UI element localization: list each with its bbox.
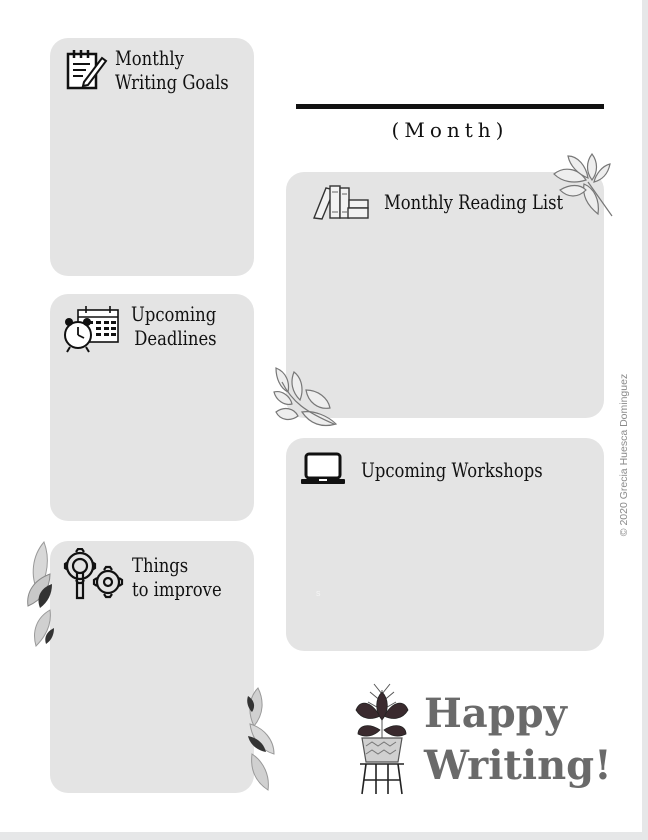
writing-goals-title <box>115 46 229 94</box>
writing-goals-title-line1: Monthly <box>115 46 184 70</box>
month-label: (Month) <box>391 118 509 142</box>
notepad-pen-icon <box>66 48 108 92</box>
month-underline <box>296 104 604 109</box>
happy-writing-heading <box>424 688 612 792</box>
workshops-title-text: Upcoming Workshops <box>361 458 543 482</box>
workshops-title <box>361 458 543 482</box>
potted-plant-icon <box>352 680 412 796</box>
books-icon <box>312 184 370 220</box>
improve-title <box>132 553 222 601</box>
workshops-stray-mark: s <box>316 588 321 598</box>
leaf-decoration-icon <box>272 362 340 428</box>
copyright-text: © 2020 Grecia Huesca Dominguez <box>618 373 630 537</box>
deadlines-title-line1: Upcoming <box>131 302 217 326</box>
reading-list-title-text: Monthly Reading List <box>384 190 564 214</box>
wrench-gears-icon <box>62 548 124 602</box>
writing-goals-title-line2: Writing Goals <box>115 70 229 94</box>
reading-list-title <box>384 190 563 214</box>
laptop-icon <box>300 452 346 486</box>
deadlines-title <box>131 302 217 350</box>
deadlines-title-line2: Deadlines <box>134 326 217 350</box>
leaf-decoration-icon <box>14 536 54 648</box>
happy-line2: Writing! <box>424 742 612 789</box>
leaf-decoration-icon <box>548 150 616 220</box>
improve-title-line2: to improve <box>132 577 222 601</box>
improve-title-line1: Things <box>132 553 189 577</box>
calendar-clock-icon <box>62 304 122 354</box>
happy-line1: Happy <box>424 690 567 737</box>
leaf-decoration-icon <box>244 684 284 796</box>
